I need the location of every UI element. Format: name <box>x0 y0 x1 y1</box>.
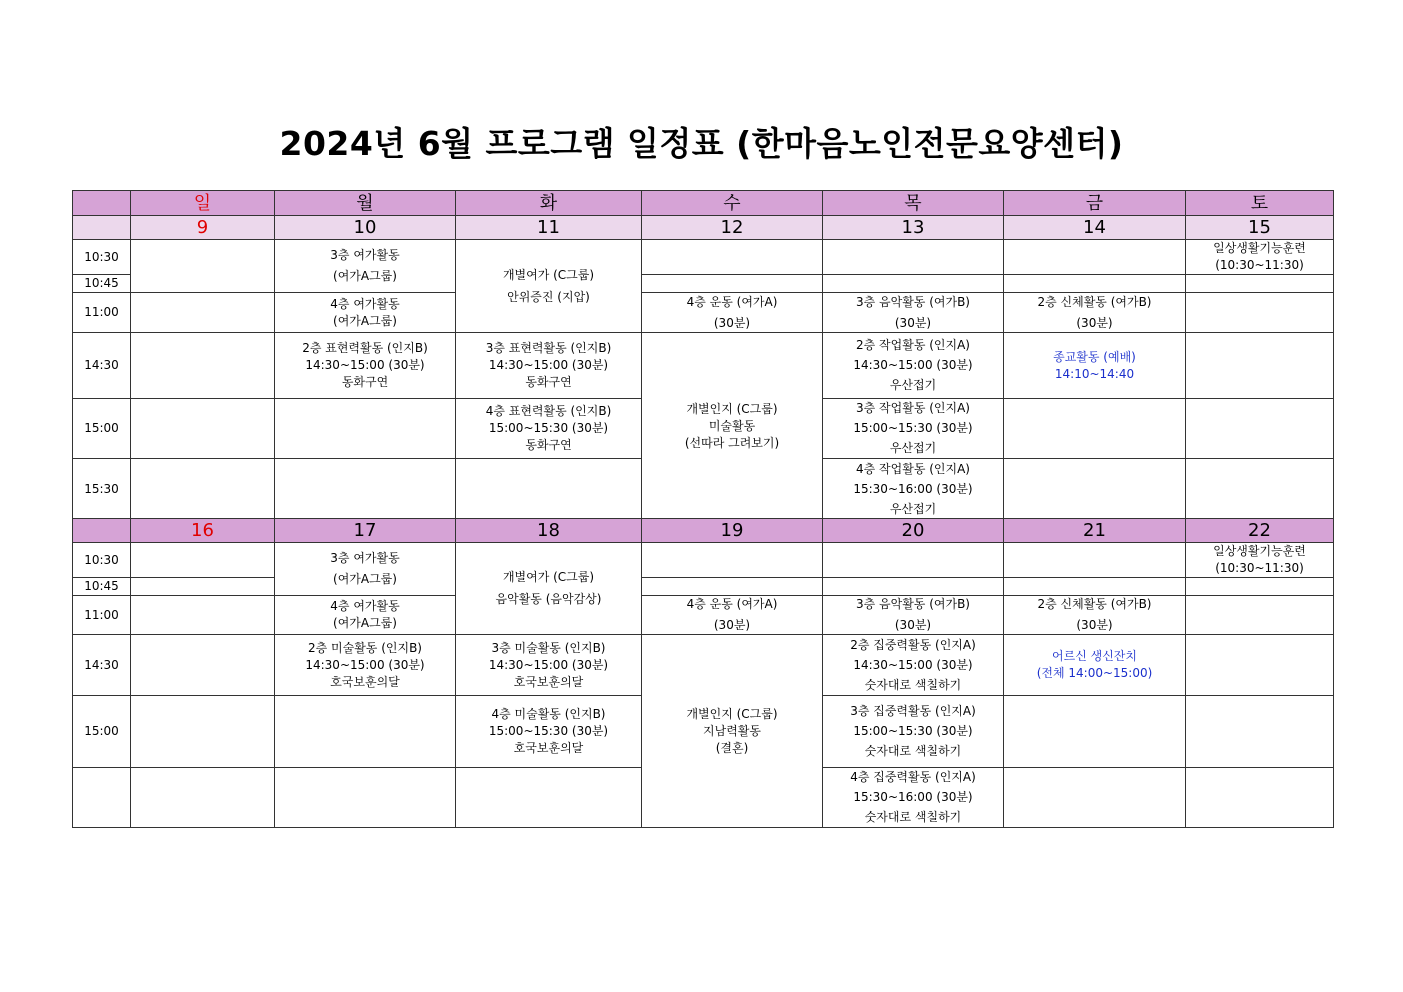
date-sat: 22 <box>1186 519 1334 543</box>
mon-1100-event: 4층 여가활동 (여가A그룹) <box>275 596 456 635</box>
fri-cell <box>1004 459 1186 520</box>
schedule-week-1 <box>72 190 1334 520</box>
time-row-1100 <box>73 293 1334 333</box>
time-row-1100 <box>73 596 1334 635</box>
thu-cell <box>823 578 1004 596</box>
date-tue: 11 <box>456 216 642 240</box>
fri-cell <box>1004 768 1186 828</box>
tue-1500-event: 4층 미술활동 (인지B) 15:00~15:30 (30분) 호국보훈의달 <box>456 696 642 768</box>
date-sun: 9 <box>131 216 275 240</box>
day-sat: 토 <box>1186 191 1334 216</box>
sat-cell <box>1186 768 1334 828</box>
date-row <box>73 519 1334 543</box>
tue-1030-event: 개별여가 (C그룹) 음악활동 (음악감상) <box>456 543 642 635</box>
time-label: 10:45 <box>73 275 131 293</box>
time-label: 11:00 <box>73 293 131 333</box>
sun-cell <box>131 399 275 459</box>
time-label-empty <box>73 768 131 828</box>
date-fri: 14 <box>1004 216 1186 240</box>
time-row-1030 <box>73 240 1334 275</box>
sun-cell <box>131 696 275 768</box>
time-label: 15:00 <box>73 696 131 768</box>
fri-cell <box>1004 275 1186 293</box>
time-row-1430 <box>73 333 1334 399</box>
sat-cell <box>1186 696 1334 768</box>
wed-1100-event: 4층 운동 (여가A) (30분) <box>642 596 823 635</box>
tue-cell <box>456 768 642 828</box>
weekday-header-row <box>73 191 1334 216</box>
thu-1100-event: 3층 음악활동 (여가B) (30분) <box>823 596 1004 635</box>
mon-cell <box>275 459 456 520</box>
tue-1030-event: 개별여가 (C그룹) 안위증진 (지압) <box>456 240 642 333</box>
sat-cell <box>1186 399 1334 459</box>
corner-cell <box>73 216 131 240</box>
sat-cell <box>1186 459 1334 520</box>
time-label: 10:30 <box>73 543 131 578</box>
date-fri: 21 <box>1004 519 1186 543</box>
fri-1430-event: 종교활동 (예배) 14:10~14:40 <box>1004 333 1186 399</box>
sat-cell <box>1186 293 1334 333</box>
thu-cell <box>823 240 1004 275</box>
sun-cell <box>131 240 275 293</box>
sat-1030-event: 일상생활기능훈련 (10:30~11:30) <box>1186 240 1334 275</box>
thu-1500-event: 3층 집중력활동 (인지A) 15:00~15:30 (30분) 숫자대로 색칠하기 <box>823 696 1004 768</box>
thu-1430-event: 2층 작업활동 (인지A) 14:30~15:00 (30분) 우산접기 <box>823 333 1004 399</box>
day-wed: 수 <box>642 191 823 216</box>
sun-cell <box>131 596 275 635</box>
wed-1100-event: 4층 운동 (여가A) (30분) <box>642 293 823 333</box>
fri-cell <box>1004 399 1186 459</box>
mon-cell <box>275 768 456 828</box>
thu-cell <box>823 543 1004 578</box>
day-mon: 월 <box>275 191 456 216</box>
date-sat: 15 <box>1186 216 1334 240</box>
wed-cell <box>642 240 823 275</box>
page-title: 2024년 6월 프로그램 일정표 (한마음노인전문요양센터) <box>279 124 1124 163</box>
sun-cell <box>131 459 275 520</box>
date-mon: 10 <box>275 216 456 240</box>
time-label: 10:30 <box>73 240 131 275</box>
day-tue: 화 <box>456 191 642 216</box>
tue-cell <box>456 459 642 520</box>
date-wed: 19 <box>642 519 823 543</box>
date-thu: 20 <box>823 519 1004 543</box>
tue-1430-event: 3층 미술활동 (인지B) 14:30~15:00 (30분) 호국보훈의달 <box>456 635 642 696</box>
fri-cell <box>1004 543 1186 578</box>
thu-cell <box>823 275 1004 293</box>
sun-cell <box>131 293 275 333</box>
wed-1430-event: 개별인지 (C그룹) 미술활동 (선따라 그려보기) <box>642 333 823 520</box>
mon-1100-event: 4층 여가활동 (여가A그룹) <box>275 293 456 333</box>
mon-1030-event: 3층 여가활동 (여가A그룹) <box>275 543 456 596</box>
corner-cell <box>73 519 131 543</box>
sat-1030-event: 일상생활기능훈련 (10:30~11:30) <box>1186 543 1334 578</box>
fri-cell <box>1004 696 1186 768</box>
day-fri: 금 <box>1004 191 1186 216</box>
wed-cell <box>642 275 823 293</box>
thu-1530-event: 4층 집중력활동 (인지A) 15:30~16:00 (30분) 숫자대로 색칠하기 <box>823 768 1004 828</box>
thu-1530-event: 4층 작업활동 (인지A) 15:30~16:00 (30분) 우산접기 <box>823 459 1004 520</box>
tue-1430-event: 3층 표현력활동 (인지B) 14:30~15:00 (30분) 동화구연 <box>456 333 642 399</box>
date-wed: 12 <box>642 216 823 240</box>
date-sun: 16 <box>131 519 275 543</box>
time-label: 11:00 <box>73 596 131 635</box>
mon-cell <box>275 399 456 459</box>
date-tue: 18 <box>456 519 642 543</box>
thu-1500-event: 3층 작업활동 (인지A) 15:00~15:30 (30분) 우산접기 <box>823 399 1004 459</box>
tue-1500-event: 4층 표현력활동 (인지B) 15:00~15:30 (30분) 동화구연 <box>456 399 642 459</box>
date-mon: 17 <box>275 519 456 543</box>
sat-cell <box>1186 578 1334 596</box>
thu-1430-event: 2층 집중력활동 (인지A) 14:30~15:00 (30분) 숫자대로 색칠하기 <box>823 635 1004 696</box>
mon-cell <box>275 696 456 768</box>
schedule-week-2 <box>72 518 1334 828</box>
mon-1430-event: 2층 미술활동 (인지B) 14:30~15:00 (30분) 호국보훈의달 <box>275 635 456 696</box>
fri-1100-event: 2층 신체활동 (여가B) (30분) <box>1004 596 1186 635</box>
corner-cell <box>73 191 131 216</box>
fri-1100-event: 2층 신체활동 (여가B) (30분) <box>1004 293 1186 333</box>
sun-cell <box>131 578 275 596</box>
sat-cell <box>1186 275 1334 293</box>
mon-1430-event: 2층 표현력활동 (인지B) 14:30~15:00 (30분) 동화구연 <box>275 333 456 399</box>
time-label: 14:30 <box>73 333 131 399</box>
fri-cell <box>1004 240 1186 275</box>
wed-cell <box>642 578 823 596</box>
time-row-1030 <box>73 543 1334 578</box>
date-thu: 13 <box>823 216 1004 240</box>
time-row-1045 <box>73 578 1334 596</box>
fri-cell <box>1004 578 1186 596</box>
sat-cell <box>1186 333 1334 399</box>
time-label: 15:00 <box>73 399 131 459</box>
date-row <box>73 216 1334 240</box>
sun-cell <box>131 635 275 696</box>
day-sun: 일 <box>131 191 275 216</box>
sat-cell <box>1186 635 1334 696</box>
thu-1100-event: 3층 음악활동 (여가B) (30분) <box>823 293 1004 333</box>
time-row-1430 <box>73 635 1334 696</box>
wed-1430-event: 개별인지 (C그룹) 지남력활동 (결혼) <box>642 635 823 828</box>
sun-cell <box>131 333 275 399</box>
fri-1430-event: 어르신 생신잔치 (전체 14:00~15:00) <box>1004 635 1186 696</box>
sun-cell <box>131 768 275 828</box>
sun-cell <box>131 543 275 578</box>
wed-cell <box>642 543 823 578</box>
time-label: 15:30 <box>73 459 131 520</box>
time-label: 10:45 <box>73 578 131 596</box>
mon-1030-event: 3층 여가활동 (여가A그룹) <box>275 240 456 293</box>
time-label: 14:30 <box>73 635 131 696</box>
sat-cell <box>1186 596 1334 635</box>
day-thu: 목 <box>823 191 1004 216</box>
